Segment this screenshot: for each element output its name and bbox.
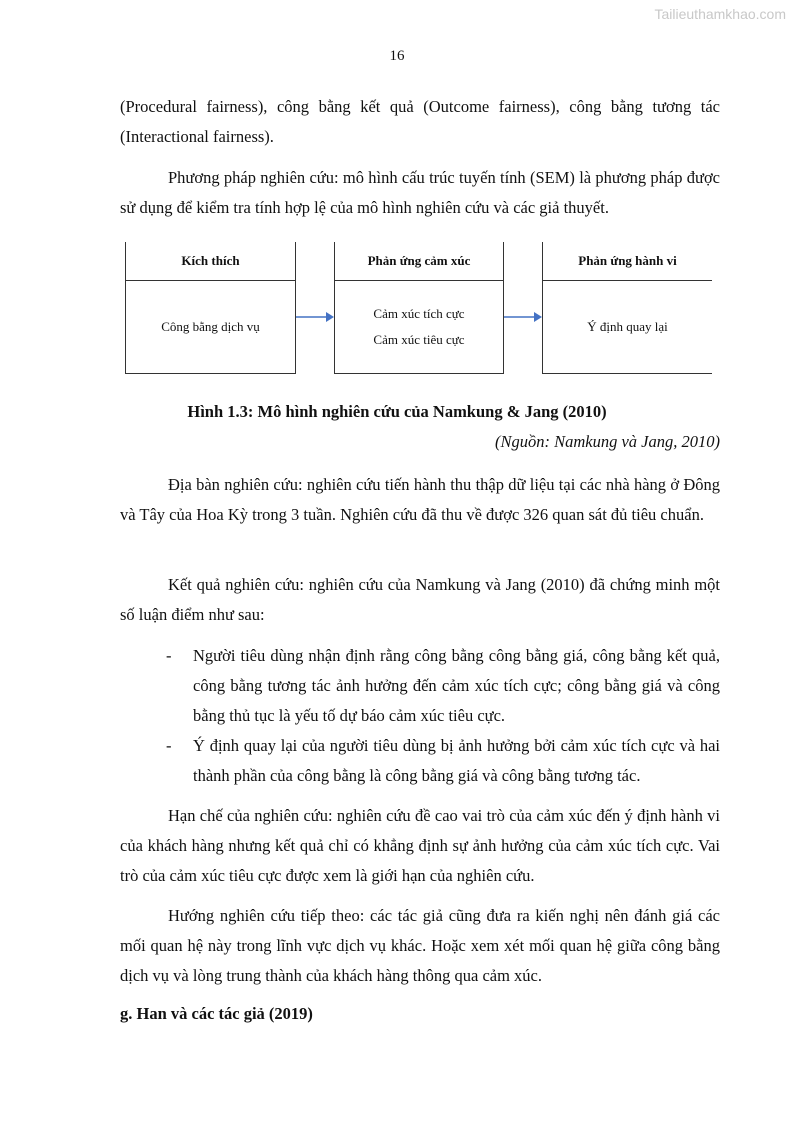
paragraph-results: Kết quả nghiên cứu: nghiên cứu của Namkung và Jang (2010) đã chứng minh một số luận điểm như sau: xyxy=(120,575,720,624)
paragraph-future-research: Hướng nghiên cứu tiếp theo: các tác giả cũng đưa ra kiến nghị nên đánh giá các mối quan hệ này trong lĩnh vực dịch vụ khác. Hoặc xem xét mối quan hệ giữa công bằng dịch vụ và lòng trung thành của khách hàng thông qua cảm xúc. xyxy=(120,906,720,985)
list-item xyxy=(120,641,720,731)
bullet-text: Ý định quay lại của người tiêu dùng bị ảnh hưởng bởi cảm xúc tích cực và hai thành phần của công bằng là công bằng giá và công bằng tương tác. xyxy=(193,736,720,785)
list-item xyxy=(120,731,720,791)
emotion-item-negative: Cảm xúc tiêu cực xyxy=(373,331,465,347)
stimulus-header: Kích thích xyxy=(125,242,296,281)
stimulus-box xyxy=(125,242,296,374)
paragraph-method: Phương pháp nghiên cứu: mô hình cấu trúc tuyến tính (SEM) là phương pháp được sử dụng để kiểm tra tính hợp lệ của mô hình nghiên cứu và các giả thuyết. xyxy=(120,168,720,217)
behavior-body xyxy=(542,280,712,374)
arrow-right-icon xyxy=(296,310,334,324)
bullet-text: Người tiêu dùng nhận định rằng công bằng công bằng giá, công bằng kết quả, công bằng tương tác ảnh hưởng đến cảm xúc tích cực; công bằng giá và công bằng thủ tục là yếu tố dự báo cảm xúc tiêu cực. xyxy=(193,646,720,725)
bullet-dash: - xyxy=(166,646,172,665)
page-number: 16 xyxy=(389,48,405,64)
behavior-header: Phản ứng hành vi xyxy=(542,242,712,281)
behavior-item: Ý định quay lại xyxy=(587,318,668,334)
paragraph-limitations: Hạn chế của nghiên cứu: nghiên cứu đề cao vai trò của cảm xúc đến ý định hành vi của khách hàng nhưng kết quả chỉ có khẳng định sự ảnh hưởng của cảm xúc tích cực. Vai trò của cảm xúc tiêu cực được xem là giới hạn của nghiên cứu. xyxy=(120,806,720,885)
stimulus-item: Công bằng dịch vụ xyxy=(161,318,260,334)
behavior-box xyxy=(542,242,712,374)
figure-source: (Nguồn: Namkung và Jang, 2010) xyxy=(494,432,720,451)
figure-caption: Hình 1.3: Mô hình nghiên cứu của Namkung & Jang (2010) xyxy=(187,402,607,421)
emotion-item-positive: Cảm xúc tích cực xyxy=(373,305,465,321)
paragraph-location: Địa bàn nghiên cứu: nghiên cứu tiến hành thu thập dữ liệu tại các nhà hàng ở Đông và Tây của Hoa Kỳ trong 3 tuần. Nghiên cứu đã thu về được 326 quan sát đủ tiêu chuẩn. xyxy=(120,475,720,524)
bullet-dash: - xyxy=(166,736,172,755)
stimulus-body xyxy=(125,280,296,374)
emotion-box xyxy=(334,242,504,374)
section-heading: g. Han và các tác giả (2019) xyxy=(120,1004,313,1023)
emotion-header: Phản ứng cảm xúc xyxy=(334,242,504,281)
paragraph-fairness-types: (Procedural fairness), công bằng kết quả (Outcome fairness), công bằng tương tác (Interactional fairness). xyxy=(120,97,720,146)
emotion-body xyxy=(334,280,504,374)
watermark: Tailieuthamkhao.com xyxy=(654,6,786,22)
arrow-right-icon xyxy=(504,310,542,324)
